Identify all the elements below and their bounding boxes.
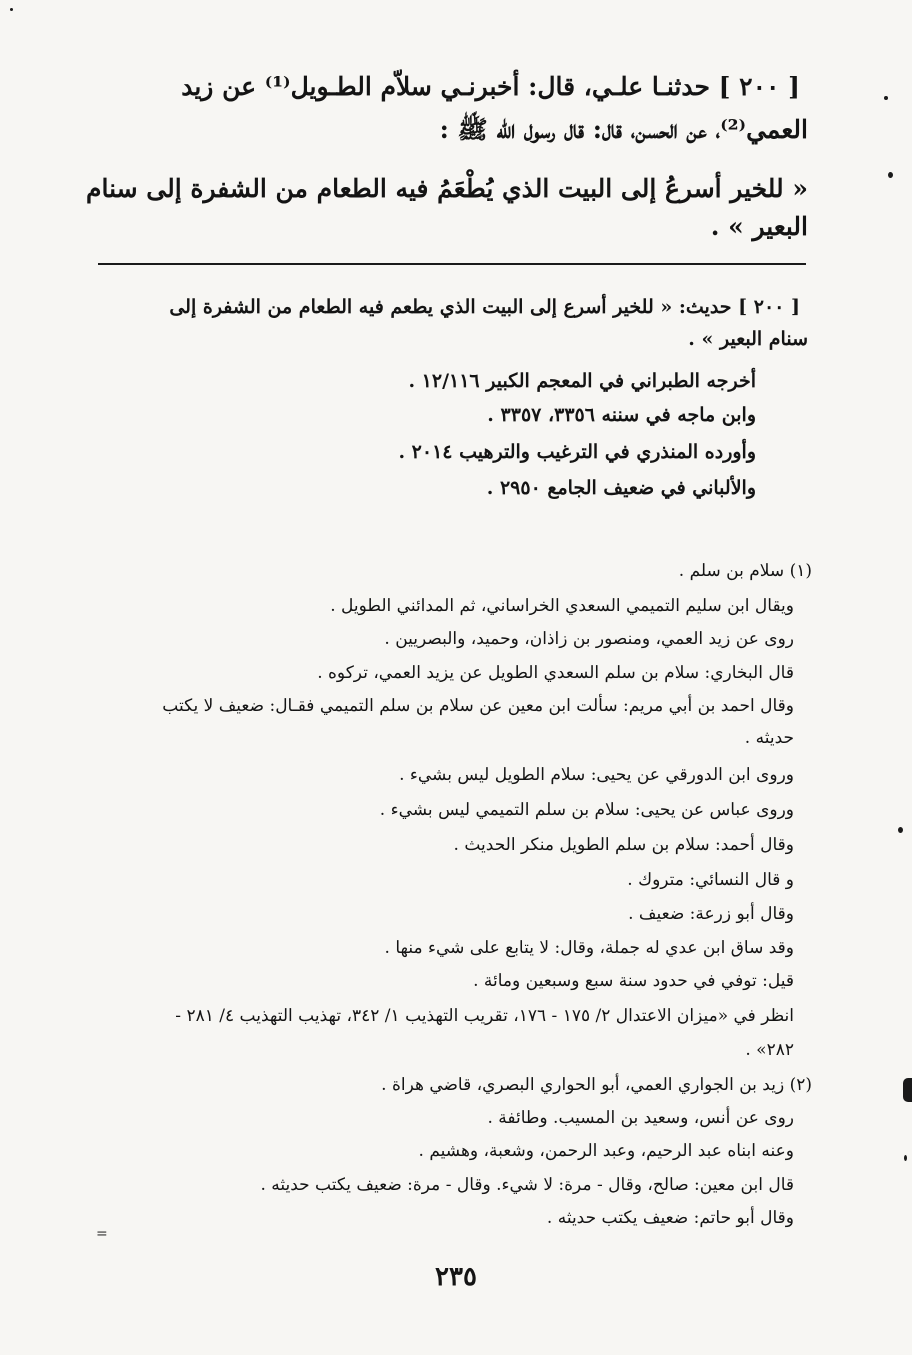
scan-speck bbox=[884, 96, 888, 100]
margin-mark: = bbox=[96, 1226, 108, 1242]
takhrij-line: وابن ماجه في سننه ٣٣٥٦، ٣٣٥٧ . bbox=[487, 404, 756, 426]
footnote-heading: (٢) زيد بن الجواري العمي، أبو الحواري البصري، قاضي هراة . bbox=[381, 1075, 812, 1095]
footnote-line: قال ابن معين: صالح، وقال - مرة: لا شيء. وقال - مرة: ضعيف يكتب حديثه . bbox=[260, 1175, 794, 1195]
footnote-line: وروى ابن الدورقي عن يحيى: سلام الطويل ليس بشيء . bbox=[399, 765, 794, 785]
takhrij-line: والألباني في ضعيف الجامع ٢٩٥٠ . bbox=[486, 477, 756, 499]
footnote-line: قيل: توفي في حدود سنة سبع وسبعين ومائة . bbox=[473, 971, 794, 991]
scan-speck bbox=[904, 1155, 907, 1161]
scan-edge-mark bbox=[903, 1078, 912, 1102]
footnote-line: انظر في «ميزان الاعتدال ٢/ ١٧٥ - ١٧٦، تقريب التهذيب ١/ ٣٤٢، تهذيب التهذيب ٤/ ٢٨١ - bbox=[175, 1006, 794, 1026]
scan-speck bbox=[10, 8, 13, 11]
footnote-heading: (١) سلام بن سلم . bbox=[678, 561, 812, 581]
footnote-line: و قال النسائي: متروك . bbox=[627, 870, 794, 890]
footnote-line: وعنه ابناه عبد الرحيم، وعبد الرحمن، وشعبة، وهشيم . bbox=[418, 1141, 794, 1161]
footnote-line: حديثه . bbox=[744, 728, 794, 748]
hadith-line: العمي⁽²⁾، عن الحسن، قال: قال رسول الله ﷺ : bbox=[439, 115, 808, 144]
footnote-line: روى عن أنس، وسعيد بن المسيب. وطائفة . bbox=[487, 1108, 794, 1128]
footnote-line: ٢٨٢» . bbox=[745, 1040, 794, 1060]
footnote-line: ويقال ابن سليم التميمي السعدي الخراساني، ثم المدائني الطويل . bbox=[330, 596, 794, 616]
separator-rule bbox=[98, 263, 806, 265]
takhrij-line: سنام البعير » . bbox=[688, 328, 808, 350]
footnote-line: قال البخاري: سلام بن سلم السعدي الطويل عن يزيد العمي، تركوه . bbox=[317, 663, 794, 683]
scan-speck bbox=[888, 172, 893, 178]
takhrij-line: أخرجه الطبراني في المعجم الكبير ١٢/١١٦ . bbox=[408, 370, 756, 392]
hadith-line: [ ٢٠٠ ] حدثنـا علـي، قال: أخبرنـي سلاّم الطـويل⁽¹⁾ عن زيد bbox=[181, 72, 800, 101]
footnote-line: وقال أبو زرعة: ضعيف . bbox=[628, 904, 794, 924]
footnote-line: وقد ساق ابن عدي له جملة، وقال: لا يتابع على شيء منها . bbox=[384, 938, 794, 958]
footnote-line: روى عن زيد العمي، ومنصور بن زاذان، وحميد، والبصريين . bbox=[384, 629, 794, 649]
footnote-line: وقال احمد بن أبي مريم: سألت ابن معين عن سلام بن سلم التميمي فقـال: ضعيف لا يكتب bbox=[162, 696, 794, 716]
scan-speck bbox=[898, 827, 903, 833]
takhrij-line: وأورده المنذري في الترغيب والترهيب ٢٠١٤ . bbox=[398, 441, 756, 463]
hadith-matn-line: « للخير أسرعُ إلى البيت الذي يُطْعَمُ فيه الطعام من الشفرة إلى سنام bbox=[86, 174, 808, 203]
footnote-line: وقال أبو حاتم: ضعيف يكتب حديثه . bbox=[546, 1208, 794, 1228]
footnote-line: وروى عباس عن يحيى: سلام بن سلم التميمي ليس بشيء . bbox=[379, 800, 794, 820]
takhrij-line: [ ٢٠٠ ] حديث: « للخير أسرع إلى البيت الذي يطعم فيه الطعام من الشفرة إلى bbox=[169, 296, 800, 318]
hadith-matn-line: البعير » . bbox=[710, 212, 808, 241]
page-number: ٢٣٥ bbox=[435, 1262, 477, 1292]
footnote-line: وقال أحمد: سلام بن سلم الطويل منكر الحديث . bbox=[453, 835, 794, 855]
